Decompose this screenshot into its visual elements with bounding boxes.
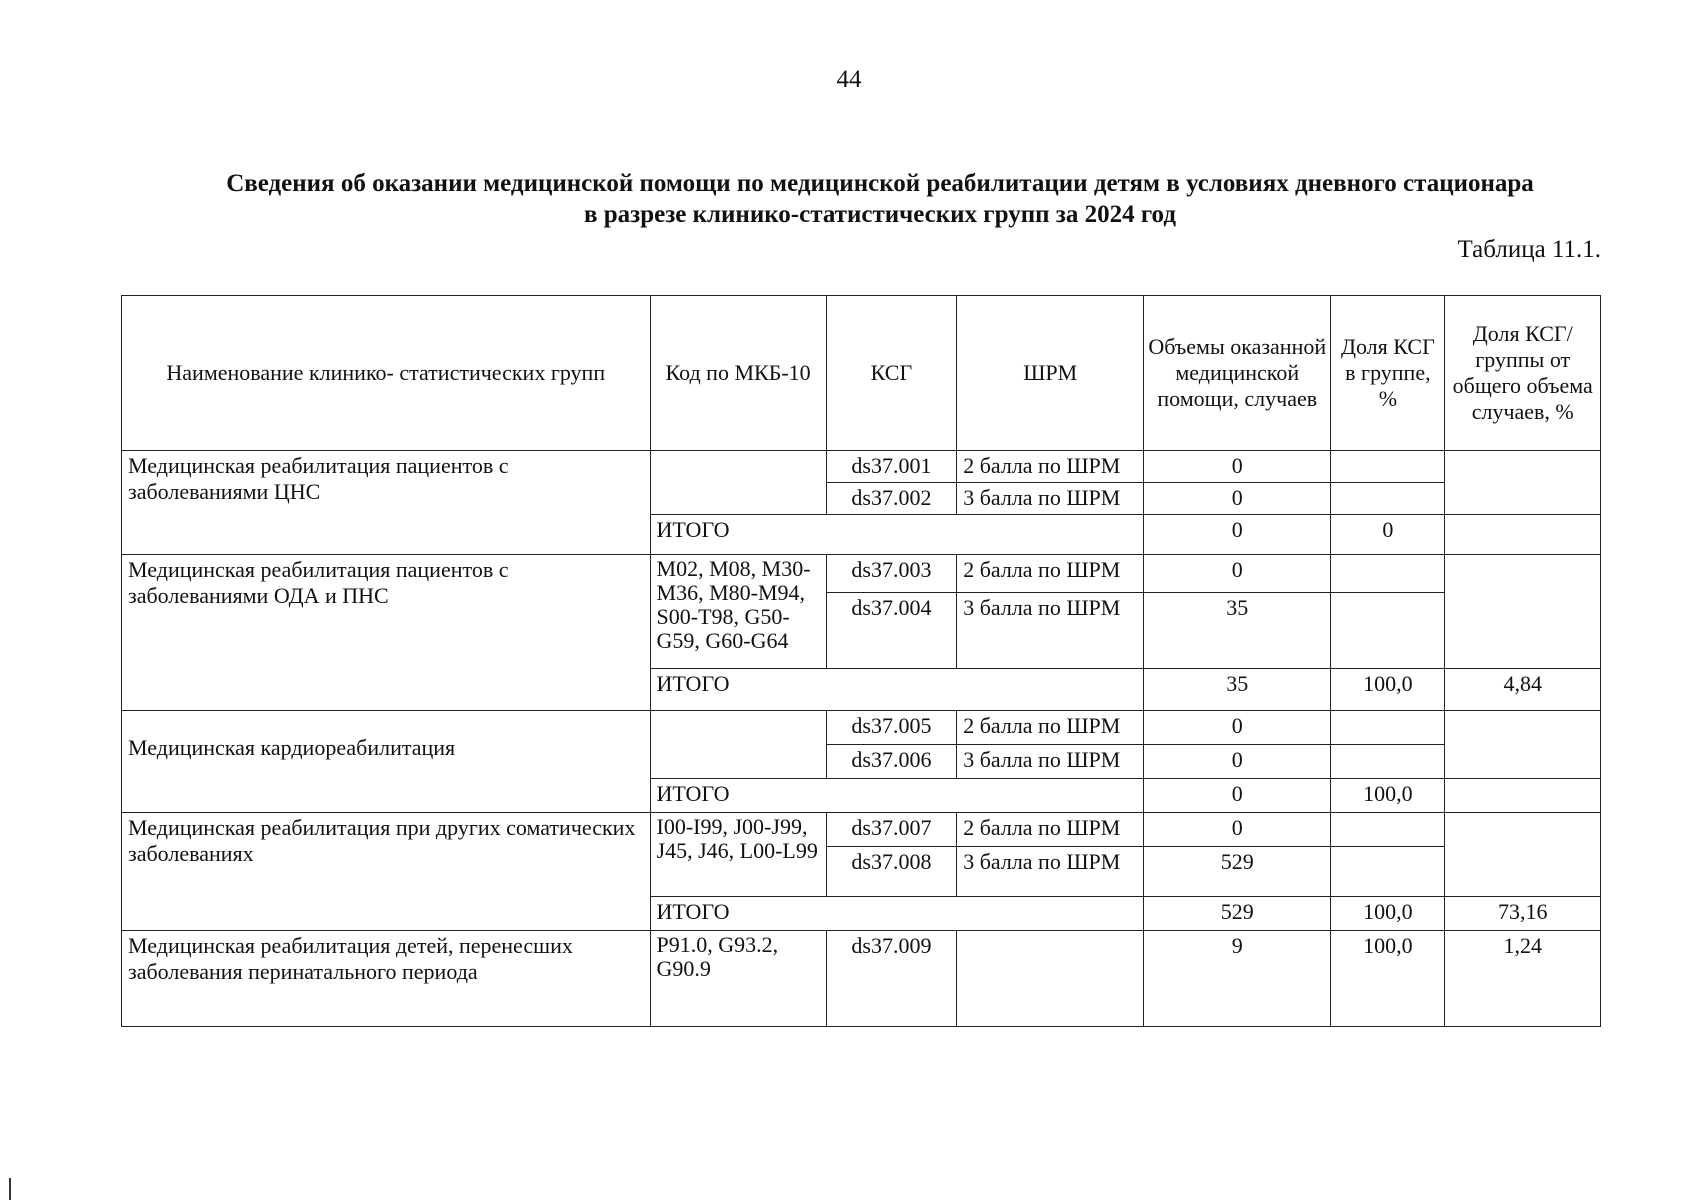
shrm-score: 3 балла по ШРМ [957,593,1144,669]
title-line-2: в разрезе клинико-статистических групп за 2024 год [584,201,1176,228]
mkb-codes: I00-I99, J00-J99, J45, J46, L00-L99 [650,813,826,897]
share-group-value [1331,555,1445,593]
volume-value: 529 [1144,847,1331,897]
shrm-score: 3 балла по ШРМ [957,483,1144,515]
table-row [122,931,1601,1027]
table-row [122,711,1601,745]
group-name: Медицинская реабилитация при других соматических заболеваниях [122,813,651,931]
share-total-value [1445,711,1601,779]
total-volume: 529 [1144,897,1331,931]
total-volume: 0 [1144,515,1331,555]
title-line-1: Сведения об оказании медицинской помощи по медицинской реабилитации детям в условиях дневного стационара [226,170,1534,197]
scan-edge-mark [9,1178,11,1200]
table-row [122,451,1601,483]
total-label: ИТОГО [650,669,1144,711]
header-ksg: КСГ [826,296,957,451]
total-label: ИТОГО [650,779,1144,813]
mkb-codes [650,451,826,515]
shrm-score: 2 балла по ШРМ [957,813,1144,847]
page-number: 44 [836,66,862,93]
group-name: Медицинская кардиореабилитация [122,711,651,813]
group-name: Медицинская реабилитация детей, перенесших заболевания перинатального периода [122,931,651,1027]
header-mkb: Код по МКБ-10 [650,296,826,451]
header-name: Наименование клинико- статистических групп [122,296,651,451]
ksg-table [121,295,1601,1027]
shrm-score: 3 балла по ШРМ [957,847,1144,897]
share-group-value [1331,847,1445,897]
total-share-group: 100,0 [1331,897,1445,931]
total-volume: 0 [1144,779,1331,813]
total-share-total [1445,779,1601,813]
header-row [122,296,1601,451]
shrm-score: 2 балла по ШРМ [957,451,1144,483]
ksg-code: ds37.005 [826,711,957,745]
volume-value: 0 [1144,555,1331,593]
share-total-value [1445,451,1601,515]
table-caption: Таблица 11.1. [1457,236,1601,263]
share-total-value: 1,24 [1445,931,1601,1027]
ksg-code: ds37.008 [826,847,957,897]
ksg-code: ds37.007 [826,813,957,847]
total-share-total: 73,16 [1445,897,1601,931]
ksg-code: ds37.001 [826,451,957,483]
header-share-group: Доля КСГ в группе, % [1331,296,1445,451]
volume-value: 0 [1144,483,1331,515]
group-name: Медицинская реабилитация пациентов с заболеваниями ОДА и ПНС [122,555,651,711]
share-total-value [1445,813,1601,897]
share-group-value [1331,593,1445,669]
volume-value: 9 [1144,931,1331,1027]
ksg-code: ds37.004 [826,593,957,669]
ksg-code: ds37.006 [826,745,957,779]
total-share-group: 100,0 [1331,669,1445,711]
mkb-codes [650,711,826,779]
ksg-code: ds37.003 [826,555,957,593]
shrm-score: 3 балла по ШРМ [957,745,1144,779]
total-share-group: 0 [1331,515,1445,555]
total-volume: 35 [1144,669,1331,711]
total-share-total [1445,515,1601,555]
table-row [122,555,1601,593]
table-row [122,813,1601,847]
share-group-value [1331,451,1445,483]
volume-value: 0 [1144,745,1331,779]
document-title [160,168,1600,230]
share-group-value [1331,813,1445,847]
shrm-score: 2 балла по ШРМ [957,555,1144,593]
mkb-codes: M02, M08, M30-M36, M80-M94, S00-T98, G50-G59, G60-G64 [650,555,826,669]
ksg-code: ds37.009 [826,931,957,1027]
mkb-codes: P91.0, G93.2, G90.9 [650,931,826,1027]
share-total-value [1445,555,1601,669]
volume-value: 0 [1144,711,1331,745]
shrm-score [957,931,1144,1027]
total-share-group: 100,0 [1331,779,1445,813]
shrm-score: 2 балла по ШРМ [957,711,1144,745]
ksg-code: ds37.002 [826,483,957,515]
header-shrm: ШРМ [957,296,1144,451]
group-name: Медицинская реабилитация пациентов с заболеваниями ЦНС [122,451,651,555]
share-group-value [1331,745,1445,779]
share-group-value [1331,483,1445,515]
total-share-total: 4,84 [1445,669,1601,711]
share-group-value: 100,0 [1331,931,1445,1027]
volume-value: 35 [1144,593,1331,669]
volume-value: 0 [1144,813,1331,847]
total-label: ИТОГО [650,897,1144,931]
header-share-total: Доля КСГ/группы от общего объема случаев, % [1445,296,1601,451]
total-label: ИТОГО [650,515,1144,555]
volume-value: 0 [1144,451,1331,483]
header-volume: Объемы оказанной медицинской помощи, случаев [1144,296,1331,451]
share-group-value [1331,711,1445,745]
